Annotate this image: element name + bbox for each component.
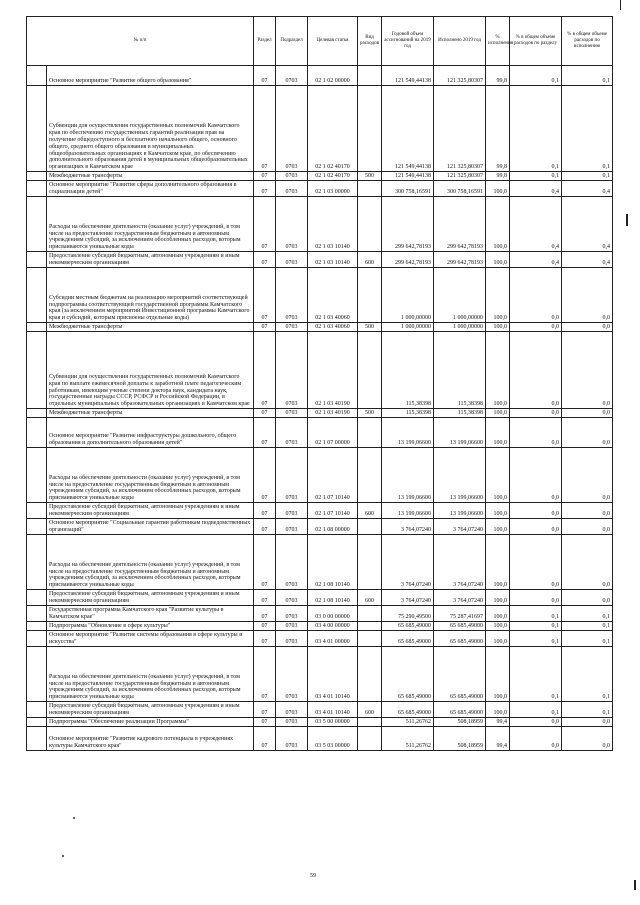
cell-expense-type bbox=[358, 332, 382, 409]
table-row bbox=[27, 332, 613, 409]
cell-target-article: 02 1 08 10140 bbox=[308, 535, 358, 590]
cell-share-section: 0,1 bbox=[510, 622, 562, 631]
cell-expense-type: 500 bbox=[358, 172, 382, 181]
cell-executed: 115,38398 bbox=[434, 409, 486, 418]
cell-razdel: 07 bbox=[254, 590, 276, 606]
cell-expense-type bbox=[358, 268, 382, 323]
cell-share-section: 0,1 bbox=[510, 66, 562, 86]
cell-razdel: 07 bbox=[254, 252, 276, 268]
cell-plan: 65 685,49000 bbox=[382, 647, 434, 702]
cell-razdel: 07 bbox=[254, 606, 276, 622]
cell-plan: 115,38398 bbox=[382, 409, 434, 418]
cell-name: Предоставление субсидий бюджетным, автономным учреждениям и иным некоммерческим организациям bbox=[47, 252, 254, 268]
cell-target-article: 03 0 00 00000 bbox=[308, 606, 358, 622]
col-header-execution-pct: % исполнения bbox=[486, 17, 510, 66]
cell-execution-pct: 99,8 bbox=[486, 86, 510, 172]
cell-expense-type bbox=[358, 418, 382, 448]
scan-mark-top bbox=[620, 0, 621, 10]
cell-razdel: 07 bbox=[254, 86, 276, 172]
cell-share-section: 0,0 bbox=[510, 535, 562, 590]
cell-target-article: 03 5 00 00000 bbox=[308, 718, 358, 727]
cell-number bbox=[27, 448, 47, 503]
cell-executed: 3 764,07240 bbox=[434, 519, 486, 535]
cell-share-section: 0,4 bbox=[510, 197, 562, 252]
table-row bbox=[27, 535, 613, 590]
cell-target-article: 03 4 00 00000 bbox=[308, 622, 358, 631]
col-header-plan: Годовой объем ассигнований на 2019 год bbox=[382, 17, 434, 66]
cell-share-section: 0,0 bbox=[510, 448, 562, 503]
table-body bbox=[27, 66, 613, 751]
cell-execution-pct: 100,0 bbox=[486, 647, 510, 702]
cell-execution-pct: 99,8 bbox=[486, 66, 510, 86]
cell-target-article: 02 1 03 40060 bbox=[308, 268, 358, 323]
cell-expense-type: 600 bbox=[358, 590, 382, 606]
cell-share-section: 0,1 bbox=[510, 172, 562, 181]
cell-name: Подпрограмма "Обеспечение реализации Программы" bbox=[47, 718, 254, 727]
cell-share-execution: 0,1 bbox=[562, 631, 613, 647]
cell-razdel: 07 bbox=[254, 332, 276, 409]
cell-share-execution: 0,4 bbox=[562, 252, 613, 268]
cell-expense-type bbox=[358, 631, 382, 647]
cell-executed: 1 000,00000 bbox=[434, 323, 486, 332]
cell-razdel: 07 bbox=[254, 172, 276, 181]
cell-target-article: 03 4 01 10140 bbox=[308, 702, 358, 718]
cell-executed: 13 199,06600 bbox=[434, 503, 486, 519]
cell-executed: 75 287,41697 bbox=[434, 606, 486, 622]
cell-share-execution: 0,0 bbox=[562, 418, 613, 448]
cell-podrazdel: 0703 bbox=[276, 66, 308, 86]
table-row bbox=[27, 409, 613, 418]
cell-target-article: 02 1 08 00000 bbox=[308, 519, 358, 535]
cell-executed: 13 199,06600 bbox=[434, 418, 486, 448]
cell-share-execution: 0,1 bbox=[562, 606, 613, 622]
cell-share-section: 0,4 bbox=[510, 181, 562, 197]
cell-executed: 299 642,78193 bbox=[434, 252, 486, 268]
cell-number bbox=[27, 622, 47, 631]
cell-name: Расходы на обеспечение деятельности (оказание услуг) учреждений, в том числе на предоставление государственным бюджетным и автономным учреждениям субсидий, за исключением обособленных расходов, которым присваиваются уникальные коды bbox=[47, 535, 254, 590]
scan-dot bbox=[62, 855, 64, 857]
cell-share-execution: 0,0 bbox=[562, 332, 613, 409]
col-header-share-execution: % в общем объеме расходов по исполнению bbox=[562, 17, 613, 66]
cell-share-execution: 0,1 bbox=[562, 66, 613, 86]
cell-execution-pct: 100,0 bbox=[486, 323, 510, 332]
cell-number bbox=[27, 519, 47, 535]
cell-razdel: 07 bbox=[254, 647, 276, 702]
cell-executed: 121 325,80307 bbox=[434, 66, 486, 86]
cell-number bbox=[27, 268, 47, 323]
cell-razdel: 07 bbox=[254, 702, 276, 718]
cell-number bbox=[27, 86, 47, 172]
cell-number bbox=[27, 323, 47, 332]
cell-razdel: 07 bbox=[254, 718, 276, 727]
cell-expense-type bbox=[358, 622, 382, 631]
cell-target-article: 02 1 02 40170 bbox=[308, 86, 358, 172]
cell-execution-pct: 100,0 bbox=[486, 590, 510, 606]
cell-razdel: 07 bbox=[254, 727, 276, 751]
cell-executed: 65 685,49000 bbox=[434, 622, 486, 631]
cell-podrazdel: 0703 bbox=[276, 252, 308, 268]
cell-name: Расходы на обеспечение деятельности (оказание услуг) учреждений, в том числе на предоставление государственным бюджетным и автономным учреждениям субсидий, за исключением обособленных расходов, которым присваиваются уникальные коды bbox=[47, 647, 254, 702]
cell-plan: 511,26762 bbox=[382, 727, 434, 751]
cell-razdel: 07 bbox=[254, 448, 276, 503]
table-row bbox=[27, 252, 613, 268]
cell-share-execution: 0,0 bbox=[562, 727, 613, 751]
cell-executed: 508,18959 bbox=[434, 727, 486, 751]
cell-execution-pct: 100,0 bbox=[486, 418, 510, 448]
cell-podrazdel: 0703 bbox=[276, 332, 308, 409]
cell-expense-type: 600 bbox=[358, 702, 382, 718]
table-row bbox=[27, 631, 613, 647]
cell-name: Субвенции для осуществления государственных полномочий Камчатского края по обеспечению государственных гарантий реализации прав на получение общедоступного и бесплатного начального общего, основного общего, среднего общего образования в муниципальных общеобразовательных организациях в Камчатском крае, по обеспечению дополнительного образования детей в муниципальных общеобразовательных организациях в Камчатском крае bbox=[47, 86, 254, 172]
cell-target-article: 03 5 03 00000 bbox=[308, 727, 358, 751]
cell-number bbox=[27, 418, 47, 448]
table-row bbox=[27, 727, 613, 751]
cell-execution-pct: 100,0 bbox=[486, 622, 510, 631]
table-row bbox=[27, 519, 613, 535]
cell-plan: 1 000,00000 bbox=[382, 323, 434, 332]
cell-podrazdel: 0703 bbox=[276, 181, 308, 197]
cell-razdel: 07 bbox=[254, 323, 276, 332]
table-row bbox=[27, 418, 613, 448]
scan-dot bbox=[73, 817, 75, 819]
cell-share-execution: 0,4 bbox=[562, 181, 613, 197]
cell-podrazdel: 0703 bbox=[276, 323, 308, 332]
cell-executed: 65 685,49000 bbox=[434, 631, 486, 647]
cell-number bbox=[27, 590, 47, 606]
cell-number bbox=[27, 409, 47, 418]
cell-target-article: 02 1 03 00000 bbox=[308, 181, 358, 197]
cell-share-section: 0,0 bbox=[510, 590, 562, 606]
cell-expense-type bbox=[358, 727, 382, 751]
cell-number bbox=[27, 718, 47, 727]
cell-execution-pct: 100,0 bbox=[486, 519, 510, 535]
col-header-target-article: Целевая статья bbox=[308, 17, 358, 66]
cell-execution-pct: 100,0 bbox=[486, 197, 510, 252]
cell-share-section: 0,1 bbox=[510, 606, 562, 622]
table-row bbox=[27, 647, 613, 702]
cell-plan: 75 290,49500 bbox=[382, 606, 434, 622]
cell-share-section: 0,0 bbox=[510, 332, 562, 409]
cell-expense-type bbox=[358, 718, 382, 727]
cell-razdel: 07 bbox=[254, 519, 276, 535]
cell-expense-type bbox=[358, 519, 382, 535]
cell-number bbox=[27, 332, 47, 409]
cell-name: Основное мероприятие "Развитие сферы дополнительного образования в социализации детей" bbox=[47, 181, 254, 197]
cell-expense-type: 500 bbox=[358, 409, 382, 418]
cell-podrazdel: 0703 bbox=[276, 519, 308, 535]
cell-podrazdel: 0703 bbox=[276, 418, 308, 448]
cell-expense-type bbox=[358, 448, 382, 503]
cell-plan: 3 764,07240 bbox=[382, 590, 434, 606]
cell-share-execution: 0,0 bbox=[562, 323, 613, 332]
cell-execution-pct: 100,0 bbox=[486, 252, 510, 268]
cell-podrazdel: 0703 bbox=[276, 590, 308, 606]
cell-expense-type bbox=[358, 197, 382, 252]
cell-execution-pct: 100,0 bbox=[486, 631, 510, 647]
cell-execution-pct: 100,0 bbox=[486, 181, 510, 197]
cell-target-article: 02 1 03 40190 bbox=[308, 332, 358, 409]
table-header-row bbox=[27, 17, 613, 66]
col-header-share-section: % в общем объеме расходов по разделу bbox=[510, 17, 562, 66]
cell-execution-pct: 100,0 bbox=[486, 332, 510, 409]
cell-number bbox=[27, 252, 47, 268]
cell-number bbox=[27, 503, 47, 519]
cell-share-execution: 0,0 bbox=[562, 409, 613, 418]
cell-podrazdel: 0703 bbox=[276, 606, 308, 622]
cell-number bbox=[27, 181, 47, 197]
cell-name: Расходы на обеспечение деятельности (оказание услуг) учреждений, в том числе на предоставление государственным бюджетным и автономным учреждениям субсидий, за исключением обособленных расходов, которым присваиваются уникальные коды bbox=[47, 197, 254, 252]
cell-podrazdel: 0703 bbox=[276, 197, 308, 252]
cell-expense-type bbox=[358, 606, 382, 622]
cell-executed: 13 199,06600 bbox=[434, 448, 486, 503]
cell-share-execution: 0,1 bbox=[562, 86, 613, 172]
cell-razdel: 07 bbox=[254, 503, 276, 519]
cell-share-execution: 0,0 bbox=[562, 718, 613, 727]
cell-execution-pct: 100,0 bbox=[486, 535, 510, 590]
table-row bbox=[27, 323, 613, 332]
cell-share-section: 0,0 bbox=[510, 718, 562, 727]
cell-plan: 299 642,78193 bbox=[382, 252, 434, 268]
cell-share-execution: 0,1 bbox=[562, 647, 613, 702]
cell-target-article: 02 1 07 10140 bbox=[308, 448, 358, 503]
cell-target-article: 02 1 03 10140 bbox=[308, 197, 358, 252]
cell-share-section: 0,0 bbox=[510, 418, 562, 448]
cell-share-section: 0,0 bbox=[510, 727, 562, 751]
table-row bbox=[27, 66, 613, 86]
cell-executed: 115,38398 bbox=[434, 332, 486, 409]
cell-target-article: 02 1 07 00000 bbox=[308, 418, 358, 448]
cell-name: Межбюджетные трансферты bbox=[47, 323, 254, 332]
cell-executed: 299 642,78193 bbox=[434, 197, 486, 252]
cell-number bbox=[27, 535, 47, 590]
cell-podrazdel: 0703 bbox=[276, 86, 308, 172]
cell-name: Предоставление субсидий бюджетным, автономным учреждениям и иным некоммерческим организациям bbox=[47, 503, 254, 519]
cell-plan: 299 642,78193 bbox=[382, 197, 434, 252]
cell-plan: 13 199,06600 bbox=[382, 448, 434, 503]
cell-plan: 65 685,49000 bbox=[382, 631, 434, 647]
cell-share-execution: 0,0 bbox=[562, 535, 613, 590]
cell-expense-type bbox=[358, 647, 382, 702]
cell-name: Основное мероприятие "Развитие инфраструктуры дошкольного, общего образования и дополнительного образования детей" bbox=[47, 418, 254, 448]
cell-name: Государственная программа Камчатского края "Развитие культуры в Камчатском крае" bbox=[47, 606, 254, 622]
table-row bbox=[27, 197, 613, 252]
cell-plan: 121 549,44138 bbox=[382, 66, 434, 86]
cell-target-article: 02 1 07 10140 bbox=[308, 503, 358, 519]
cell-share-execution: 0,0 bbox=[562, 590, 613, 606]
cell-executed: 1 000,00000 bbox=[434, 268, 486, 323]
col-header-executed: Исполнено 2019 год bbox=[434, 17, 486, 66]
cell-name: Межбюджетные трансферты bbox=[47, 409, 254, 418]
cell-share-section: 0,1 bbox=[510, 647, 562, 702]
cell-execution-pct: 100,0 bbox=[486, 503, 510, 519]
col-header-razdel: Раздел bbox=[254, 17, 276, 66]
cell-expense-type bbox=[358, 66, 382, 86]
cell-podrazdel: 0703 bbox=[276, 727, 308, 751]
cell-expense-type bbox=[358, 86, 382, 172]
cell-plan: 65 685,49000 bbox=[382, 622, 434, 631]
cell-razdel: 07 bbox=[254, 66, 276, 86]
cell-share-section: 0,0 bbox=[510, 519, 562, 535]
cell-target-article: 02 1 02 00000 bbox=[308, 66, 358, 86]
cell-share-execution: 0,4 bbox=[562, 197, 613, 252]
cell-number bbox=[27, 647, 47, 702]
cell-expense-type: 600 bbox=[358, 503, 382, 519]
cell-number bbox=[27, 702, 47, 718]
cell-plan: 65 685,49000 bbox=[382, 702, 434, 718]
cell-share-section: 0,1 bbox=[510, 631, 562, 647]
cell-number bbox=[27, 172, 47, 181]
cell-name: Предоставление субсидий бюджетным, автономным учреждениям и иным некоммерческим организациям bbox=[47, 702, 254, 718]
cell-razdel: 07 bbox=[254, 631, 276, 647]
cell-target-article: 03 4 01 00000 bbox=[308, 631, 358, 647]
cell-executed: 508,18959 bbox=[434, 718, 486, 727]
cell-name: Расходы на обеспечение деятельности (оказание услуг) учреждений, в том числе на предоставление государственным бюджетным и автономным учреждениям субсидий, за исключением обособленных расходов, которым присваиваются уникальные коды bbox=[47, 448, 254, 503]
cell-razdel: 07 bbox=[254, 622, 276, 631]
table-row bbox=[27, 590, 613, 606]
cell-podrazdel: 0703 bbox=[276, 702, 308, 718]
cell-executed: 3 764,07240 bbox=[434, 535, 486, 590]
cell-podrazdel: 0703 bbox=[276, 503, 308, 519]
table-row bbox=[27, 448, 613, 503]
table-row bbox=[27, 86, 613, 172]
cell-target-article: 03 4 01 10140 bbox=[308, 647, 358, 702]
cell-plan: 115,38398 bbox=[382, 332, 434, 409]
scan-mark-bottom bbox=[634, 880, 636, 890]
cell-razdel: 07 bbox=[254, 409, 276, 418]
cell-share-section: 0,0 bbox=[510, 323, 562, 332]
cell-podrazdel: 0703 bbox=[276, 172, 308, 181]
cell-name: Основное мероприятие "Развитие общего образования" bbox=[47, 66, 254, 86]
cell-share-section: 0,0 bbox=[510, 503, 562, 519]
col-header-expense-type: Вид расходов bbox=[358, 17, 382, 66]
col-header-number: № п/п bbox=[27, 17, 254, 66]
table-row bbox=[27, 702, 613, 718]
cell-target-article: 02 1 02 40170 bbox=[308, 172, 358, 181]
cell-razdel: 07 bbox=[254, 181, 276, 197]
table-row bbox=[27, 718, 613, 727]
cell-podrazdel: 0703 bbox=[276, 718, 308, 727]
cell-number bbox=[27, 727, 47, 751]
cell-podrazdel: 0703 bbox=[276, 647, 308, 702]
cell-name: Основное мероприятие "Развитие системы образования в сфере культуры и искусства" bbox=[47, 631, 254, 647]
cell-execution-pct: 100,0 bbox=[486, 606, 510, 622]
cell-name: Межбюджетные трансферты bbox=[47, 172, 254, 181]
cell-execution-pct: 99,4 bbox=[486, 727, 510, 751]
cell-expense-type bbox=[358, 535, 382, 590]
cell-share-section: 0,1 bbox=[510, 86, 562, 172]
cell-share-section: 0,0 bbox=[510, 409, 562, 418]
cell-name: Субсидии местным бюджетам на реализацию мероприятий соответствующей подпрограммы соответствующей государственной программы Камчатского края (за исключением мероприятий Инвестиционной программы Камчатского края и субсидий, которым присвоены отдельные коды) bbox=[47, 268, 254, 323]
cell-target-article: 02 1 03 40190 bbox=[308, 409, 358, 418]
cell-razdel: 07 bbox=[254, 535, 276, 590]
cell-plan: 13 199,06600 bbox=[382, 503, 434, 519]
table-row bbox=[27, 172, 613, 181]
cell-podrazdel: 0703 bbox=[276, 631, 308, 647]
cell-razdel: 07 bbox=[254, 268, 276, 323]
cell-razdel: 07 bbox=[254, 197, 276, 252]
cell-name: Основное мероприятие "Социальные гарантии работникам подведомственных организаций" bbox=[47, 519, 254, 535]
cell-razdel: 07 bbox=[254, 418, 276, 448]
cell-expense-type: 500 bbox=[358, 323, 382, 332]
budget-table bbox=[26, 16, 613, 751]
cell-execution-pct: 99,4 bbox=[486, 718, 510, 727]
cell-number bbox=[27, 197, 47, 252]
cell-number bbox=[27, 606, 47, 622]
cell-plan: 13 199,06600 bbox=[382, 418, 434, 448]
cell-podrazdel: 0703 bbox=[276, 448, 308, 503]
cell-podrazdel: 0703 bbox=[276, 622, 308, 631]
cell-plan: 121 549,44138 bbox=[382, 172, 434, 181]
table-row bbox=[27, 181, 613, 197]
cell-name: Субвенции для осуществления государственных полномочий Камчатского края по выплате ежемесячной доплаты к заработной плате педагогическим работникам, имеющим ученые степени доктора наук, кандидата наук, государственные награды СССР, РСФСР и Российской Федерации, в отдельных муниципальных образовательных организациях в Камчатском крае bbox=[47, 332, 254, 409]
cell-plan: 1 000,00000 bbox=[382, 268, 434, 323]
cell-executed: 3 764,07240 bbox=[434, 590, 486, 606]
cell-share-section: 0,4 bbox=[510, 252, 562, 268]
cell-podrazdel: 0703 bbox=[276, 535, 308, 590]
cell-plan: 121 549,44138 bbox=[382, 86, 434, 172]
cell-target-article: 02 1 08 10140 bbox=[308, 590, 358, 606]
cell-name: Предоставление субсидий бюджетным, автономным учреждениям и иным некоммерческим организациям bbox=[47, 590, 254, 606]
cell-executed: 65 685,49000 bbox=[434, 702, 486, 718]
cell-share-execution: 0,1 bbox=[562, 702, 613, 718]
cell-share-section: 0,0 bbox=[510, 268, 562, 323]
cell-execution-pct: 100,0 bbox=[486, 409, 510, 418]
cell-execution-pct: 99,8 bbox=[486, 172, 510, 181]
cell-expense-type: 600 bbox=[358, 252, 382, 268]
cell-share-execution: 0,1 bbox=[562, 622, 613, 631]
cell-share-section: 0,1 bbox=[510, 702, 562, 718]
col-header-podrazdel: Подраздел bbox=[276, 17, 308, 66]
cell-execution-pct: 100,0 bbox=[486, 268, 510, 323]
cell-execution-pct: 100,0 bbox=[486, 702, 510, 718]
cell-name: Основное мероприятие "Развитие кадрового потенциала в учреждениях культуры Камчатского края" bbox=[47, 727, 254, 751]
cell-share-execution: 0,0 bbox=[562, 519, 613, 535]
cell-executed: 65 685,49000 bbox=[434, 647, 486, 702]
cell-expense-type bbox=[358, 181, 382, 197]
cell-plan: 300 758,16591 bbox=[382, 181, 434, 197]
cell-executed: 300 758,16591 bbox=[434, 181, 486, 197]
cell-execution-pct: 100,0 bbox=[486, 448, 510, 503]
cell-share-execution: 0,0 bbox=[562, 503, 613, 519]
table-row bbox=[27, 503, 613, 519]
table-row bbox=[27, 622, 613, 631]
cell-number bbox=[27, 631, 47, 647]
scan-mark-right bbox=[626, 214, 628, 226]
cell-plan: 3 764,07240 bbox=[382, 519, 434, 535]
cell-executed: 121 325,80307 bbox=[434, 172, 486, 181]
cell-share-execution: 0,0 bbox=[562, 448, 613, 503]
cell-executed: 121 325,80307 bbox=[434, 86, 486, 172]
cell-podrazdel: 0703 bbox=[276, 409, 308, 418]
table-row bbox=[27, 606, 613, 622]
cell-share-execution: 0,1 bbox=[562, 172, 613, 181]
page-number: 59 bbox=[310, 873, 316, 879]
cell-plan: 511,26762 bbox=[382, 718, 434, 727]
cell-target-article: 02 1 03 40060 bbox=[308, 323, 358, 332]
cell-target-article: 02 1 03 10140 bbox=[308, 252, 358, 268]
cell-number bbox=[27, 66, 47, 86]
cell-podrazdel: 0703 bbox=[276, 268, 308, 323]
cell-plan: 3 764,07240 bbox=[382, 535, 434, 590]
cell-name: Подпрограмма "Обновление в сфере культуры" bbox=[47, 622, 254, 631]
table-row bbox=[27, 268, 613, 323]
cell-share-execution: 0,0 bbox=[562, 268, 613, 323]
